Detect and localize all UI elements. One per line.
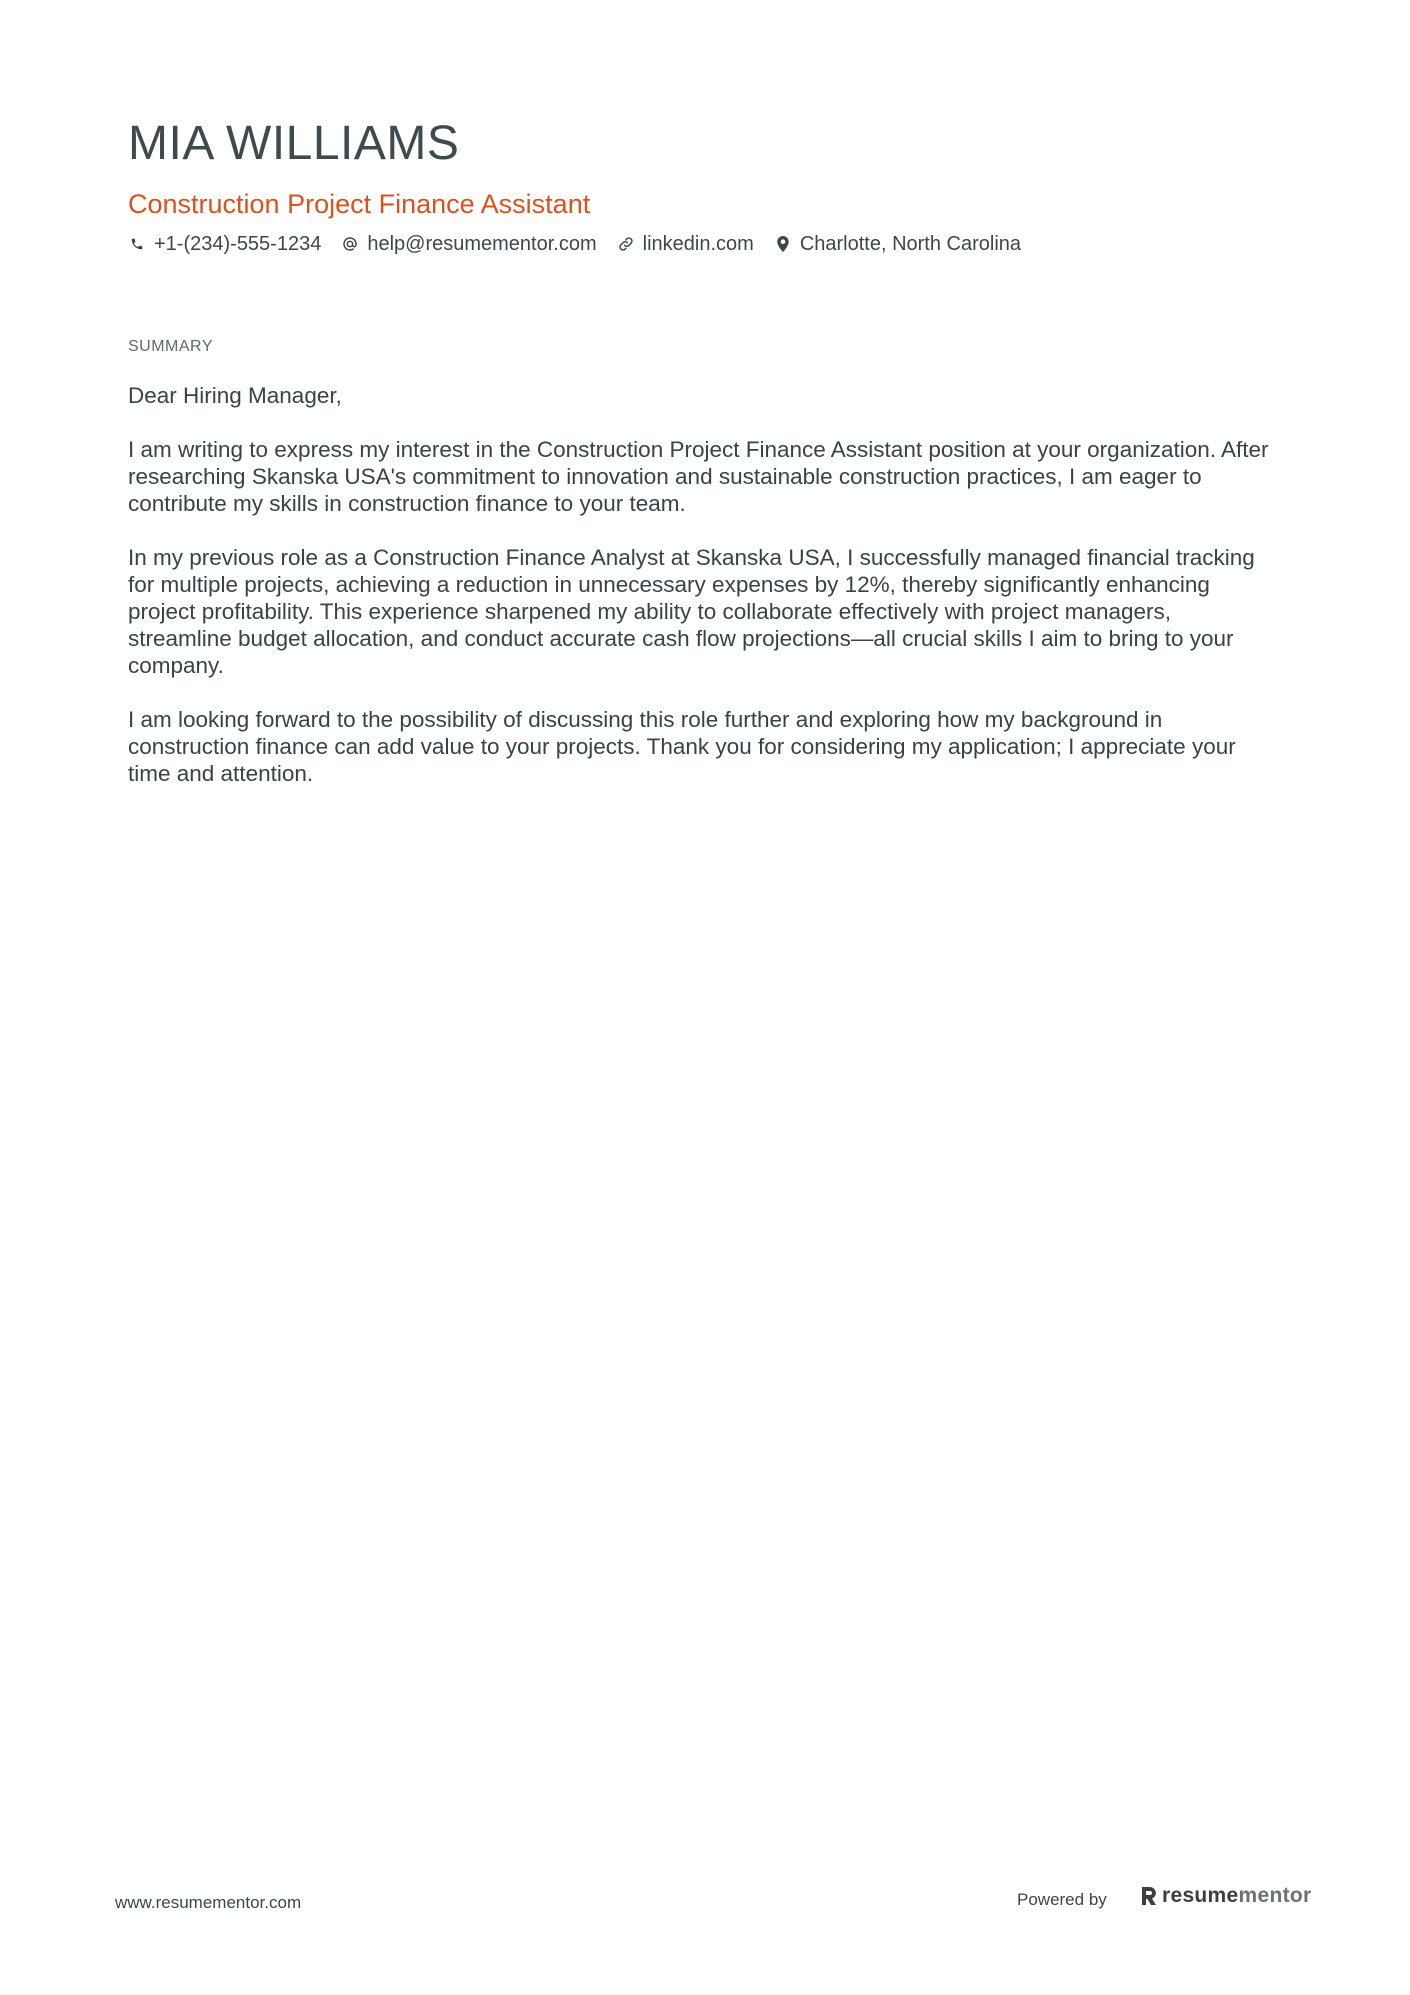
letter-greeting: Dear Hiring Manager, [128, 383, 342, 408]
contact-link[interactable] [617, 230, 754, 258]
summary-heading: SUMMARY [128, 338, 213, 355]
letter-paragraph: I am writing to express my interest in the Construction Project Finance Assistant position at your organization. After researching Skanska USA's commitment to innovation and sustainable construction practices, I am eager to contribute my skills in construction finance to your team. [128, 437, 1269, 516]
resumementor-logo-icon [1140, 1885, 1158, 1907]
letter-paragraph: In my previous role as a Construction Finance Analyst at Skanska USA, I successfully managed financial tracking for multiple projects, achieving a reduction in unnecessary expenses by 12%, thereby significantly enhancing project profitability. This experience sharpened my ability to collaborate effectively with project managers, streamline budget allocation, and conduct accurate cash flow projections—all crucial skills I aim to bring to your company. [128, 545, 1255, 678]
brand-logo[interactable] [1140, 1884, 1312, 1908]
contact-email-text[interactable]: help@resumementor.com [367, 233, 597, 255]
contact-phone [128, 230, 321, 258]
brand-text-mentor: mentor [1238, 1884, 1312, 1907]
header [128, 112, 1288, 258]
contact-link-text[interactable]: linkedin.com [642, 233, 754, 255]
phone-icon [128, 235, 146, 253]
letter-body [128, 382, 1278, 814]
contact-email[interactable] [341, 230, 596, 258]
brand-text-resume: resume [1162, 1884, 1239, 1907]
link-icon [617, 235, 635, 253]
map-pin-icon [774, 235, 792, 253]
job-title: Construction Project Finance Assistant [128, 189, 591, 219]
contact-phone-text: +1-(234)-555-1234 [154, 233, 322, 255]
letter-paragraph: I am looking forward to the possibility of discussing this role further and exploring how my background in construction finance can add value to your projects. Thank you for considering my application; I appreciate your time and attention. [128, 707, 1236, 786]
at-icon [341, 235, 359, 253]
footer-website-link[interactable]: www.resumementor.com [115, 1893, 302, 1912]
contact-location [774, 230, 1021, 258]
powered-by-label: Powered by [1017, 1890, 1107, 1909]
contact-location-text: Charlotte, North Carolina [799, 233, 1022, 255]
contact-bar [128, 230, 1288, 258]
candidate-name: MIA WILLIAMS [128, 117, 460, 170]
